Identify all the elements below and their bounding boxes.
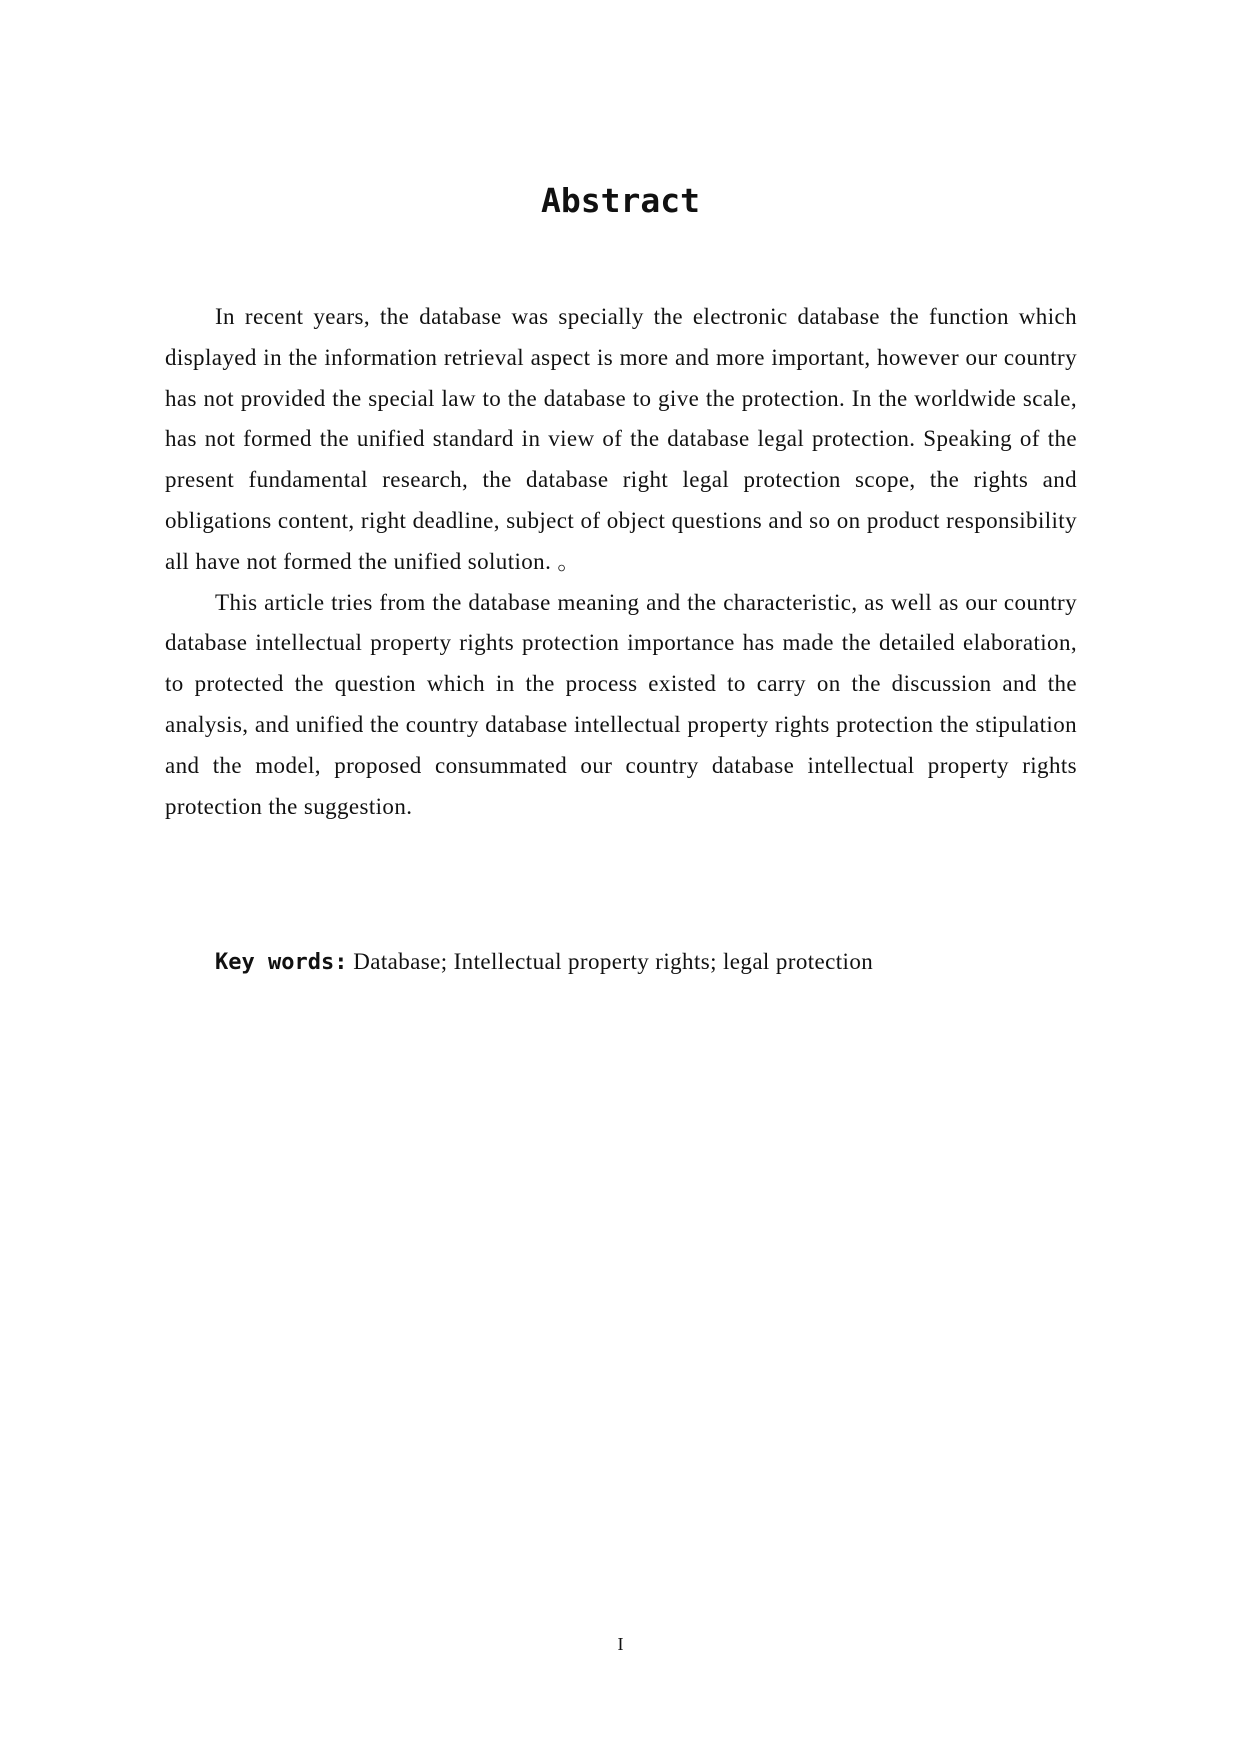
abstract-paragraph-1: In recent years, the database was specially the electronic database the function which displayed in the information retrieval aspect is more and more important, however our country has not provided the special law to the database to give the protection. In the worldwide scale, has not formed the unified standard in view of the database legal protection. Speaking of the present fundamental research, the database right legal protection scope, the rights and obligations content, right deadline, subject of object questions and so on product responsibility all have not formed the unified solution. 。 — [165, 304, 1077, 574]
page-number: I — [617, 1634, 624, 1654]
page-title: Abstract — [541, 181, 700, 220]
keywords-line — [215, 947, 1115, 978]
keywords-label: Key words: — [215, 950, 348, 975]
abstract-body — [165, 297, 1077, 827]
keywords-values: Database; Intellectual property rights; legal protection — [353, 949, 874, 974]
abstract-paragraph-2: This article tries from the database meaning and the characteristic, as well as our country database intellectual property rights protection importance has made the detailed elaboration, to protected the question which in the process existed to carry on the discussion and the analysis, and unified the country database intellectual property rights protection the stipulation and the model, proposed consummated our country database intellectual property rights protection the suggestion. — [165, 589, 1077, 819]
